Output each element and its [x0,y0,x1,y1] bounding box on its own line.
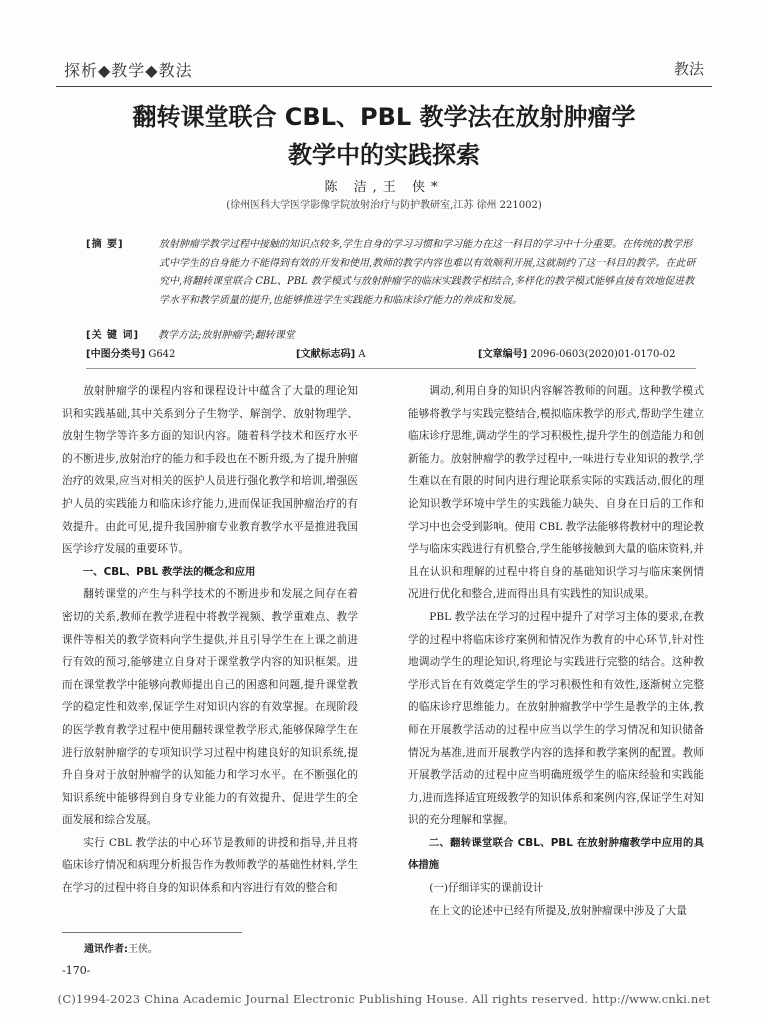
footnote-value: 王侠。 [128,944,158,955]
keywords [86,327,696,345]
header-section-label: 探析◆教学◆教法 [64,61,193,80]
article-number-value: 2096-0603(2020)01-0170-02 [530,349,676,360]
article-number-label: [文章编号] [478,349,528,360]
subsection-heading: (一)仔细详实的课前设计 [429,882,544,895]
metadata-divider [86,368,696,369]
authors: 陈 洁,王 侠* [324,180,444,195]
footnote-divider [62,932,242,933]
section-heading: 二、翻转课堂联合 CBL、PBL 在放射肿瘤教学中应用的具体措施 [408,836,704,872]
paragraph: 调动,利用自身的知识内容解答教师的问题。这种教学模式能够将教学与实践完整结合,模拟临床教学的形式,帮助学生建立临床诊疗思维,调动学生的学习积极性,提升学生的创造能力和创新能力。放射肿瘤学的教学过程中,一味进行专业知识的教学,学生难以在有限的时间内进行理论联系实际的实践活动,假化的理论知识教学环境中学生的实践能力缺失、自身在日后的工作和学习中也会受到影响。使用 CBL 教学法能够将教材中的理论教学与临床实践进行有机整合,学生能够接触到大量的临床资料,并且在认识和理解的过程中将自身的基础知识学习与临床案例情况进行优化和整合,进而得出具有实践性的知识成果。 [408,385,704,601]
paragraph: PBL 教学法在学习的过程中提升了对学习主体的要求,在教学的过程中将临床诊疗案例和情况作为教育的中心环节,针对性地调动学生的理论知识,将理论与实践进行完整的结合。这种教学形式旨在有效奠定学生的学习积极性和有效性,逐渐树立完整的临床诊疗思维能力。在放射肿瘤教学中学生是教学的主体,教师在开展教学活动的过程中应当以学生的学习情况和知识储备情况为基准,进而开展教学内容的选择和教学案例的配置。教师开展教学活动的过程中应当明确班级学生的临床经验和实践能力,进而选择适宜班级教学的知识体系和案例内容,保证学生对知识的充分理解和掌握。 [408,610,704,827]
paragraph: 翻转课堂的产生与科学技术的不断进步和发展之间存在着密切的关系,教师在教学进程中将教学视频、教学重难点、教学课件等相关的教学资料向学生提供,并且引导学生在上课之前进行有效的预习,能够建立自身对于课堂教学内容的知识框架。进而在课堂教学中能够向教师提出自己的困惑和问题,提升课堂教学的稳定性和效率,保证学生对知识内容的有效掌握。在现阶段的医学教育教学过程中使用翻转课堂教学形式,能够保障学生在进行放射肿瘤学的专项知识学习过程中构建良好的知识系统,提升自身对于放射肿瘤学的认知能力和学习水平。在不断强化的知识系统中能够得到自身专业能力的有效提升、促进学生的全面发展和综合发展。 [62,588,358,827]
affiliation: (徐州医科大学医学影像学院放射治疗与防护教研室,江苏 徐州 221002) [226,200,542,211]
footnote-label: 通讯作者: [84,944,128,955]
section-heading: 一、CBL、PBL 教学法的概念和应用 [82,565,256,578]
abstract-label: [摘 要] [86,239,124,250]
abstract-text: 放射肿瘤学教学过程中接触的知识点较多,学生自身的学习习惯和学习能力在这一科目的学习中十分重要。在传统的教学形式中学生的自身能力不能得到有效的开发和使用,教师的教学内容也难以有效顺利开展,这就制约了这一科目的教学。在此研究中,将翻转课堂联合 CBL、PBL 教学模式与放射肿瘤学的临床实践教学相结合,多样化的教学模式能够直接有效地促进教学水平和教学质量的提升,也能够推进学生实践能力和临床诊疗能力的养成和发展。 [159,239,696,306]
running-header [56,56,712,87]
clc-label: [中图分类号] [86,349,146,360]
doc-code-label: [文献标志码] [296,349,356,360]
keywords-text: 教学方法;放射肿瘤学;翻转课堂 [158,330,295,341]
title-line-2: 教学中的实践探索 [288,141,480,169]
doc-code-value: A [358,349,366,360]
paragraph: 实行 CBL 教学法的中心环节是教师的讲授和指导,并且将临床诊疗情况和病理分析报告作为教师教学的基础性材料,学生在学习的过程中将自身的知识体系和内容进行有效的整合和 [62,836,358,895]
paragraph: 在上文的论述中已经有所提及,放射肿瘤课中涉及了大量 [429,904,687,917]
clc-value: G642 [148,349,176,360]
body-column-right [408,380,704,922]
page-number: -170- [62,964,91,977]
clc-number [86,346,175,364]
copyright-footer: (C)1994-2023 China Academic Journal Electronic Publishing House. All rights reserved. http://www.cnki.net [57,992,711,1006]
title-line-1: 翻转课堂联合 CBL、PBL 教学法在放射肿瘤学 [132,103,636,131]
keywords-label: [关 键 词] [86,330,140,341]
body-column-left [62,380,358,900]
article-metadata [86,346,690,364]
paragraph: 放射肿瘤学的课程内容和课程设计中蕴含了大量的理论知识和实践基础,其中关系到分子生物学、解剖学、放射物理学、放射生物学等许多方面的知识内容。随着科学技术和医疗水平的不断进步,放射治疗的能力和手段也在不断升级,为了提升肿瘤治疗的效果,应当对相关的医护人员进行强化教学和培训,增强医护人员的实践能力和临床诊疗能力,进而保证我国肿瘤治疗的有效提升。由此可见,提升我国肿瘤专业教育教学水平是推进我国医学诊疗发展的重要环节。 [62,385,358,556]
article-number [478,346,676,364]
abstract [86,236,696,310]
corresponding-author-note [84,940,158,955]
header-column-label: 教法 [673,60,704,78]
document-code [296,346,366,364]
article-title [56,98,712,174]
